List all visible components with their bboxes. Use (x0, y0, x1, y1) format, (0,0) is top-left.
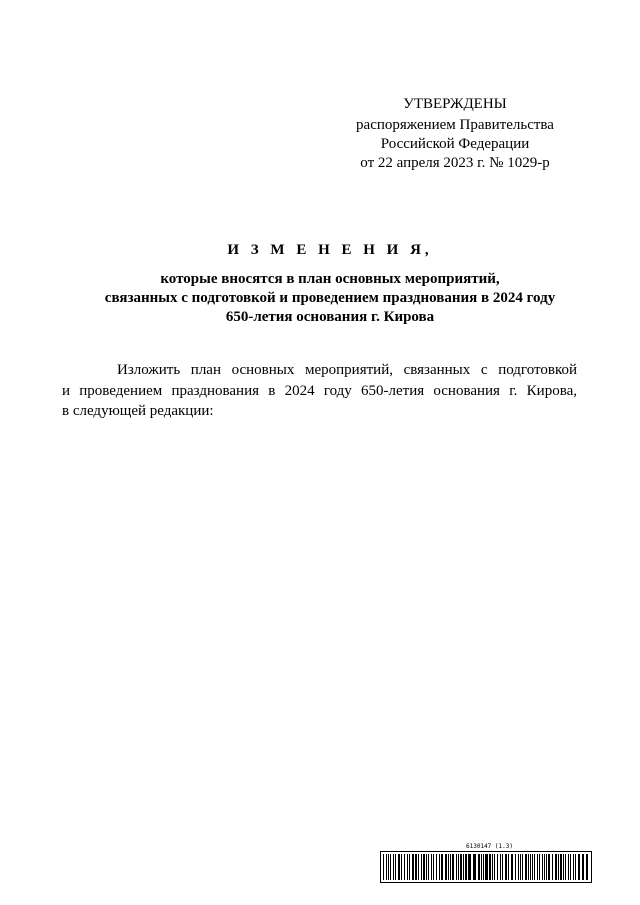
barcode-bar (518, 854, 519, 880)
barcode-bar (390, 854, 391, 880)
approval-line-by-order: распоряжением Правительства (356, 117, 554, 133)
barcode-bar (542, 854, 543, 880)
barcode-bar (489, 854, 491, 880)
barcode-bar (450, 854, 451, 880)
barcode-bar (423, 854, 425, 880)
barcode-bar (428, 854, 429, 880)
barcode-bar (415, 854, 417, 880)
barcode-bar (409, 854, 410, 880)
barcode-bar (502, 854, 503, 880)
barcode-bar (534, 854, 535, 880)
barcode-bar (532, 854, 533, 880)
barcode-bar (418, 854, 419, 880)
barcode-bar (530, 854, 531, 880)
barcode-bar (407, 854, 408, 880)
barcode-label: 6130147 (1.3) (466, 843, 513, 850)
barcode-bar (436, 854, 437, 880)
barcode-bar (537, 854, 538, 880)
barcode-bar (575, 854, 576, 880)
barcode-bar (439, 854, 440, 880)
approval-line-date-number: от 22 апреля 2023 г. № 1029-р (360, 155, 550, 171)
barcode-bar (546, 854, 547, 880)
barcode-bar (401, 854, 402, 880)
barcode-bar (412, 854, 414, 880)
barcode (380, 843, 592, 883)
barcode-bar (528, 854, 529, 880)
title-sub-line: 650-летия основания г. Кирова (225, 309, 435, 325)
barcode-bar (505, 854, 507, 880)
barcode-bar (483, 854, 484, 880)
barcode-bar (570, 854, 571, 880)
barcode-bar (386, 854, 387, 880)
barcode-bar (563, 854, 564, 880)
barcode-bar (452, 854, 454, 880)
barcode-bar (431, 854, 432, 880)
barcode-bar (404, 854, 405, 880)
barcode-bar (441, 854, 443, 880)
barcode-bar (448, 854, 449, 880)
barcode-bar (458, 854, 459, 880)
barcode-bar (552, 854, 553, 880)
barcode-bars (380, 851, 592, 883)
approval-heading: УТВЕРЖДЕНЫ (403, 96, 507, 112)
barcode-bar (525, 854, 527, 880)
barcode-bar (393, 854, 394, 880)
barcode-bar (511, 854, 513, 880)
approval-stamp (340, 95, 570, 173)
title-subheading (40, 270, 620, 327)
barcode-bar (395, 854, 396, 880)
body-line: Изложить план основных мероприятий, связанных с подготовкой (117, 362, 577, 378)
title-heading: И З М Е Н Е Н И Я, (227, 242, 433, 258)
barcode-bar (433, 854, 434, 880)
document-title (40, 240, 620, 327)
barcode-bar (558, 854, 559, 880)
barcode-bar (456, 854, 457, 880)
barcode-bar (582, 854, 584, 880)
barcode-bar (445, 854, 447, 880)
body-line: и проведением празднования в 2024 году 650-летия основания г. Кирова, (62, 382, 577, 399)
barcode-bar (560, 854, 562, 880)
title-sub-line: связанных с подготовкой и проведением празднования в 2024 году (104, 290, 556, 306)
barcode-bar (578, 854, 580, 880)
barcode-bar (515, 854, 516, 880)
barcode-bar (460, 854, 462, 880)
barcode-bar (473, 854, 476, 880)
barcode-bar (555, 854, 557, 880)
barcode-bar (508, 854, 509, 880)
barcode-bar (520, 854, 521, 880)
barcode-bar (383, 854, 384, 880)
barcode-bar (388, 854, 389, 880)
barcode-bar (586, 854, 588, 880)
barcode-bar (548, 854, 550, 880)
barcode-bar (573, 854, 574, 880)
barcode-bar (465, 854, 467, 880)
barcode-bar (497, 854, 498, 880)
barcode-bar (500, 854, 501, 880)
barcode-bar (568, 854, 569, 880)
barcode-bar (468, 854, 471, 880)
barcode-bar (398, 854, 400, 880)
barcode-bar (421, 854, 422, 880)
barcode-bar (485, 854, 488, 880)
barcode-bar (522, 854, 523, 880)
barcode-bar (492, 854, 493, 880)
barcode-bar (544, 854, 545, 880)
barcode-bar (426, 854, 427, 880)
title-sub-line: которые вносятся в план основных мероприятий, (160, 271, 500, 287)
barcode-bar (478, 854, 480, 880)
barcode-bar (565, 854, 566, 880)
barcode-bar (539, 854, 540, 880)
body-paragraph (62, 360, 577, 422)
body-line: в следующей редакции: (62, 403, 214, 419)
barcode-bar (481, 854, 482, 880)
barcode-bar (494, 854, 495, 880)
approval-line-government: Российской Федерации (380, 136, 530, 152)
barcode-bar (463, 854, 464, 880)
